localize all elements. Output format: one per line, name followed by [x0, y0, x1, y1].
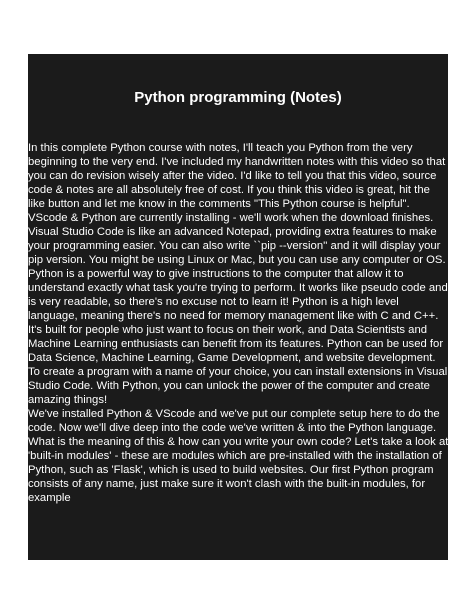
- document-title: Python programming (Notes): [134, 89, 342, 106]
- paragraph-intro: In this complete Python course with notes, I'll teach you Python from the very beginning to the very end. I've included my handwritten notes with this video so that you can do revision wisely after the video. I'd like to tell you that this video, source code & notes are all absolutely free of cost. If you think this video is great, hit the like button and let me know in the comments "This Python course is helpful". VScode & Python are currently installing - we'll work when the download finishes. Visual Studio Code is like an advanced Notepad, providing extra features to make your programming easier. You can also write ``pip --version'' and it will display your pip version. You might be using Linux or Mac, but you can use any computer or OS.: [28, 142, 446, 266]
- paragraph-python-overview: Python is a powerful way to give instructions to the computer that allow it to understand exactly what task you're trying to perform. It works like pseudo code and is very readable, so there's no excuse not to learn it! Python is a high level language, meaning there's no need for memory management like with C and C++. It's built for people who just want to focus on their work, and Data Scientists and Machine Learning enthusiasts can benefit from its features. Python can be used for Data Science, Machine Learning, Game Development, and website development. To create a program with a name of your choice, you can install extensions in Visual Studio Code. With Python, you can unlock the power of the computer and create amazing things!: [28, 268, 448, 406]
- paragraph-setup-modules: We've installed Python & VScode and we've put our complete setup here to do the code. Now we'll dive deep into the code we've written & into the Python language. What is the meaning of this & how can you write your own code? Let's take a look at 'built-in modules' - these are modules which are pre-installed with the installation of Python, such as 'Flask', which is used to build websites. Our first Python program consists of any name, just make sure it won't clash with the built-in modules, for example: [28, 408, 448, 504]
- notes-panel: [28, 54, 448, 560]
- document-body: [28, 141, 448, 505]
